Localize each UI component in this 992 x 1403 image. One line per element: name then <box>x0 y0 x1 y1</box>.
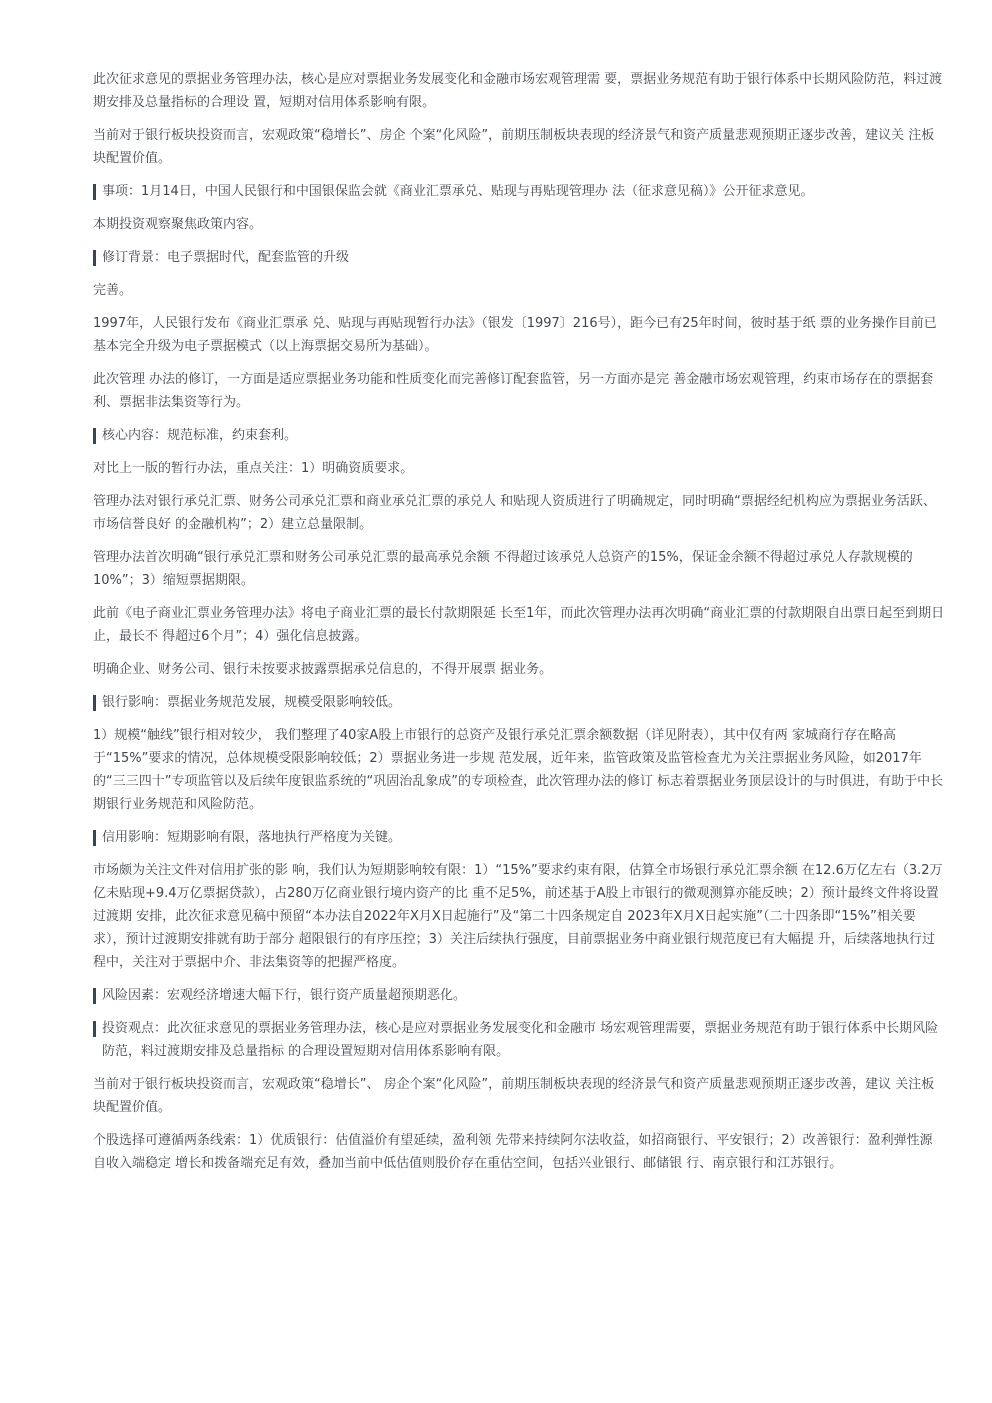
paragraph-6: 此次管理 办法的修订，一方面是适应票据业务功能和性质变化而完善修订配套监管，另一方面亦是完 善金融市场宏观管理，约束市场存在的票据套利、票据非法集资等行为。 <box>93 372 934 410</box>
heading-text: 事项：1月14日，中国人民银行和中国银保监会就《商业汇票承兑、贴现与再贴现管理办 法（征求意见稿）》公开征求意见。 <box>102 184 814 199</box>
heading-text: 投资观点：此次征求意见的票据业务管理办法，核心是应对票据业务发展变化和金融市 场宏观管理需要，票据业务规范有助于银行体系中长期风险防范，料过渡期安排及总量指标 的合理设置短期对信用体系影响有限。 <box>102 1021 939 1059</box>
paragraph-9: 管理办法首次明确“银行承兑汇票和财务公司承兑汇票的最高承兑余额 不得超过该承兑人总资产的15%，保证金余额不得超过承兑人存款规模的10%”；3）缩短票据期限。 <box>93 550 913 588</box>
heading-bar-icon <box>93 830 96 846</box>
paragraph-15: 个股选择可遵循两条线索：1）优质银行：估值溢价有望延续，盈利领 先带来持续阿尔法收益，如招商银行、平安银行；2）改善银行：盈利弹性源自收入端稳定 增长和拨备端充足有效，叠加当前中低估值则股价存在重估空间，包括兴业银行、邮储银 行、南京银行和江苏银行。 <box>93 1133 933 1171</box>
section-heading-core <box>93 424 945 447</box>
heading-bar-icon <box>93 695 96 711</box>
paragraph-3: 本期投资观察聚焦政策内容。 <box>93 217 263 232</box>
heading-bar-icon <box>93 988 96 1004</box>
section-heading-bank-impact <box>93 691 945 714</box>
section-heading-event <box>93 180 945 203</box>
document-page <box>93 68 945 1185</box>
section-heading-credit-impact <box>93 826 945 849</box>
heading-text: 核心内容：规范标准，约束套利。 <box>102 428 298 443</box>
paragraph-7: 对比上一版的暂行办法，重点关注：1）明确资质要求。 <box>93 461 414 476</box>
section-heading-risk <box>93 984 945 1007</box>
heading-bar-icon <box>93 1021 96 1037</box>
paragraph-4: 完善。 <box>93 283 133 298</box>
paragraph-10: 此前《电子商业汇票业务管理办法》将电子商业汇票的最长付款期限延 长至1年，而此次管理办法再次明确“商业汇票的付款期限自出票日起至到期日止，最长不 得超过6个月”；4）强化信息披露。 <box>93 606 945 644</box>
heading-text: 信用影响：短期影响有限，落地执行严格度为关键。 <box>102 830 402 845</box>
paragraph-14: 当前对于银行板块投资而言，宏观政策“稳增长”、 房企个案“化风险”，前期压制板块表现的经济景气和资产质量悲观预期正逐步改善，建议 关注板块配置价值。 <box>93 1077 935 1115</box>
paragraph-13: 市场颇为关注文件对信用扩张的影 响，我们认为短期影响较有限：1）“15%”要求约束有限，估算全市场银行承兑汇票余额 在12.6万亿左右（3.2万亿未贴现+9.4万亿票据贷款），占280万亿商业银行境内资产的比 重不足5%，前述基于A股上市银行的微观测算亦能反映；2）预计最终文件将设置过渡期 安排，此次征求意见稿中预留“本办法自2022年X月X日起施行”及“第二十四条规定自 2023年X月X日起实施”（二十四条即“15%”相关要求），预计过渡期安排就有助于部分 超限银行的有序压控；3）关注后续执行强度，目前票据业务中商业银行规范度已有大幅提 升，后续落地执行过程中，关注对于票据中介、非法集资等的把握严格度。 <box>93 863 943 970</box>
paragraph-12: 1）规模“触线”银行相对较少， 我们整理了40家A股上市银行的总资产及银行承兑汇票余额数据（详见附表），其中仅有两 家城商行存在略高于“15%”要求的情况，总体规模受限影响较低；2）票据业务进一步规 范发展，近年来，监管政策及监管检查尤为关注票据业务风险，如2017年的“三三四十”专项监管以及后续年度银监系统的“巩固治乱象成”的专项检查，此次管理办法的修订 标志着票据业务顶层设计的与时俱进，有助于中长期银行业务规范和风险防范。 <box>93 728 944 812</box>
paragraph-11: 明确企业、财务公司、银行未按要求披露票据承兑信息的，不得开展票 据业务。 <box>93 662 553 677</box>
section-heading-background <box>93 246 945 269</box>
heading-text: 银行影响：票据业务规范发展，规模受限影响较低。 <box>102 695 402 710</box>
paragraph-2: 当前对于银行板块投资而言，宏观政策“稳增长”、房企 个案“化风险”，前期压制板块表现的经济景气和资产质量悲观预期正逐步改善，建议关 注板块配置价值。 <box>93 128 935 166</box>
paragraph-8: 管理办法对银行承兑汇票、财务公司承兑汇票和商业承兑汇票的承兑人 和贴现人资质进行了明确规定，同时明确“票据经纪机构应为票据业务活跃、市场信誉良好 的金融机构”；2）建立总量限制。 <box>93 494 936 532</box>
heading-text: 风险因素：宏观经济增速大幅下行，银行资产质量超预期恶化。 <box>102 988 467 1003</box>
heading-bar-icon <box>93 428 96 444</box>
heading-bar-icon <box>93 250 96 266</box>
paragraph-1: 此次征求意见的票据业务管理办法，核心是应对票据业务发展变化和金融市场宏观管理需 要，票据业务规范有助于银行体系中长期风险防范，料过渡期安排及总量指标的合理设 置，短期对信用体系影响有限。 <box>93 72 943 110</box>
section-heading-investment-view <box>93 1017 945 1063</box>
paragraph-5: 1997年，人民银行发布《商业汇票承 兑、贴现与再贴现暂行办法》（银发〔1997〕216号），距今已有25年时间，彼时基于纸 票的业务操作目前已基本完全升级为电子票据模式（以上海票据交易所为基础）。 <box>93 316 937 354</box>
heading-bar-icon <box>93 184 96 200</box>
heading-text: 修订背景：电子票据时代，配套监管的升级 <box>102 250 350 265</box>
